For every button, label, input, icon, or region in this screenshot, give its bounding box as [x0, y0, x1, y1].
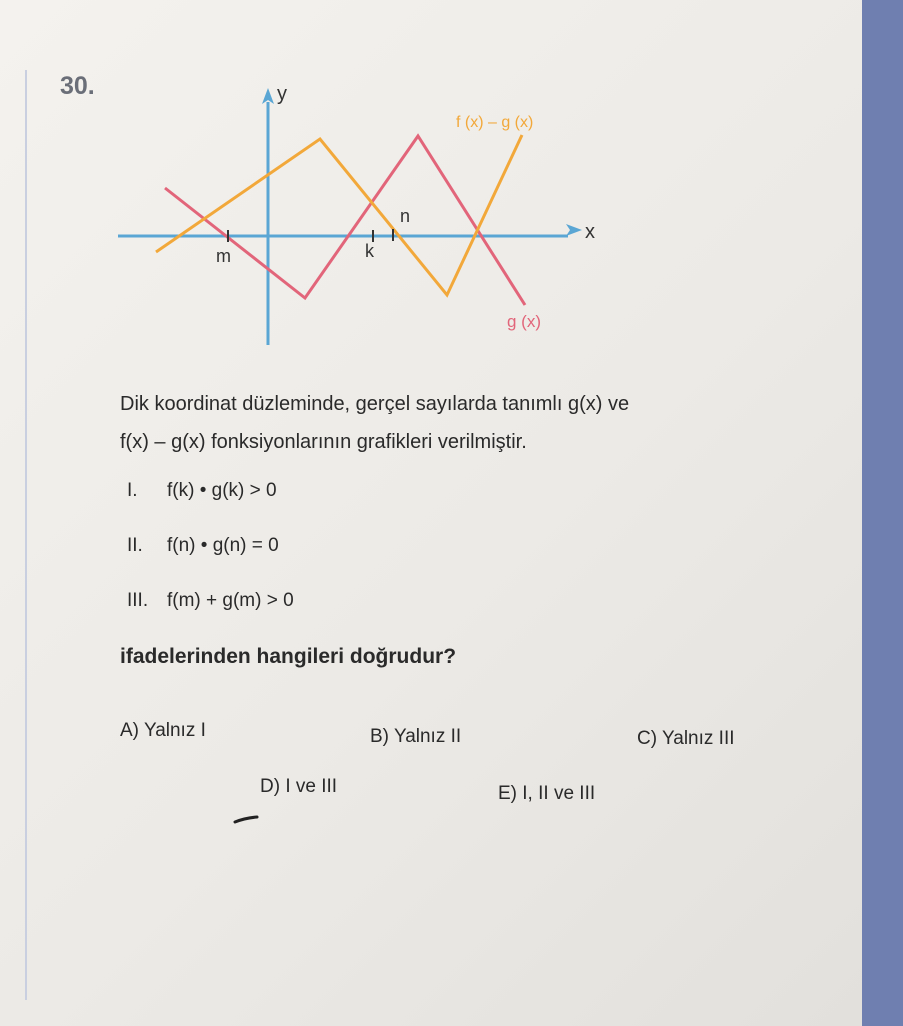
- option-b[interactable]: [370, 726, 461, 748]
- stem-line-1: Dik koordinat düzleminde, gerçel sayılarda tanımlı g(x) ve: [120, 393, 630, 415]
- option-text: Yalnız III: [662, 728, 735, 749]
- option-letter: C): [637, 728, 658, 749]
- option-letter: E): [498, 783, 517, 804]
- label-f-minus-g: f (x) – g (x): [456, 114, 534, 131]
- label-m: m: [216, 246, 231, 266]
- option-d[interactable]: [260, 776, 337, 798]
- statement-roman: III.: [127, 590, 149, 611]
- option-letter: A): [120, 720, 139, 741]
- question-prompt: ifadelerinden hangileri doğrudur?: [120, 645, 457, 668]
- option-letter: B): [370, 726, 389, 747]
- option-text: I ve III: [285, 776, 338, 797]
- label-g: g (x): [507, 312, 541, 331]
- option-c[interactable]: [637, 728, 735, 750]
- pen-check-mark: [233, 815, 259, 825]
- stem-line-2: f(x) – g(x) fonksiyonlarının grafikleri verilmiştir.: [120, 431, 527, 453]
- x-axis-arrow: [566, 224, 582, 236]
- statement-roman: I.: [127, 480, 138, 501]
- question-number: 30.: [60, 72, 95, 100]
- statement-3: [127, 590, 294, 612]
- x-axis-label: x: [585, 221, 595, 243]
- question-stem: [120, 385, 780, 461]
- option-a[interactable]: [120, 720, 206, 742]
- statement-text: f(m) + g(m) > 0: [167, 590, 294, 611]
- y-axis-arrow: [262, 88, 274, 104]
- statement-text: f(k) • g(k) > 0: [167, 480, 277, 501]
- function-graph: [0, 0, 862, 370]
- option-text: I, II ve III: [522, 783, 596, 804]
- option-text: Yalnız I: [143, 720, 206, 741]
- statement-text: f(n) • g(n) = 0: [167, 535, 279, 556]
- label-n: n: [400, 206, 411, 226]
- y-axis-label: y: [277, 83, 287, 105]
- statement-roman: II.: [127, 535, 143, 556]
- statement-1: [127, 480, 277, 502]
- option-letter: D): [260, 776, 281, 797]
- statement-2: [127, 535, 279, 557]
- g-curve: [165, 136, 525, 305]
- label-k: k: [365, 241, 374, 261]
- option-e[interactable]: [498, 783, 595, 805]
- option-text: Yalnız II: [393, 726, 462, 747]
